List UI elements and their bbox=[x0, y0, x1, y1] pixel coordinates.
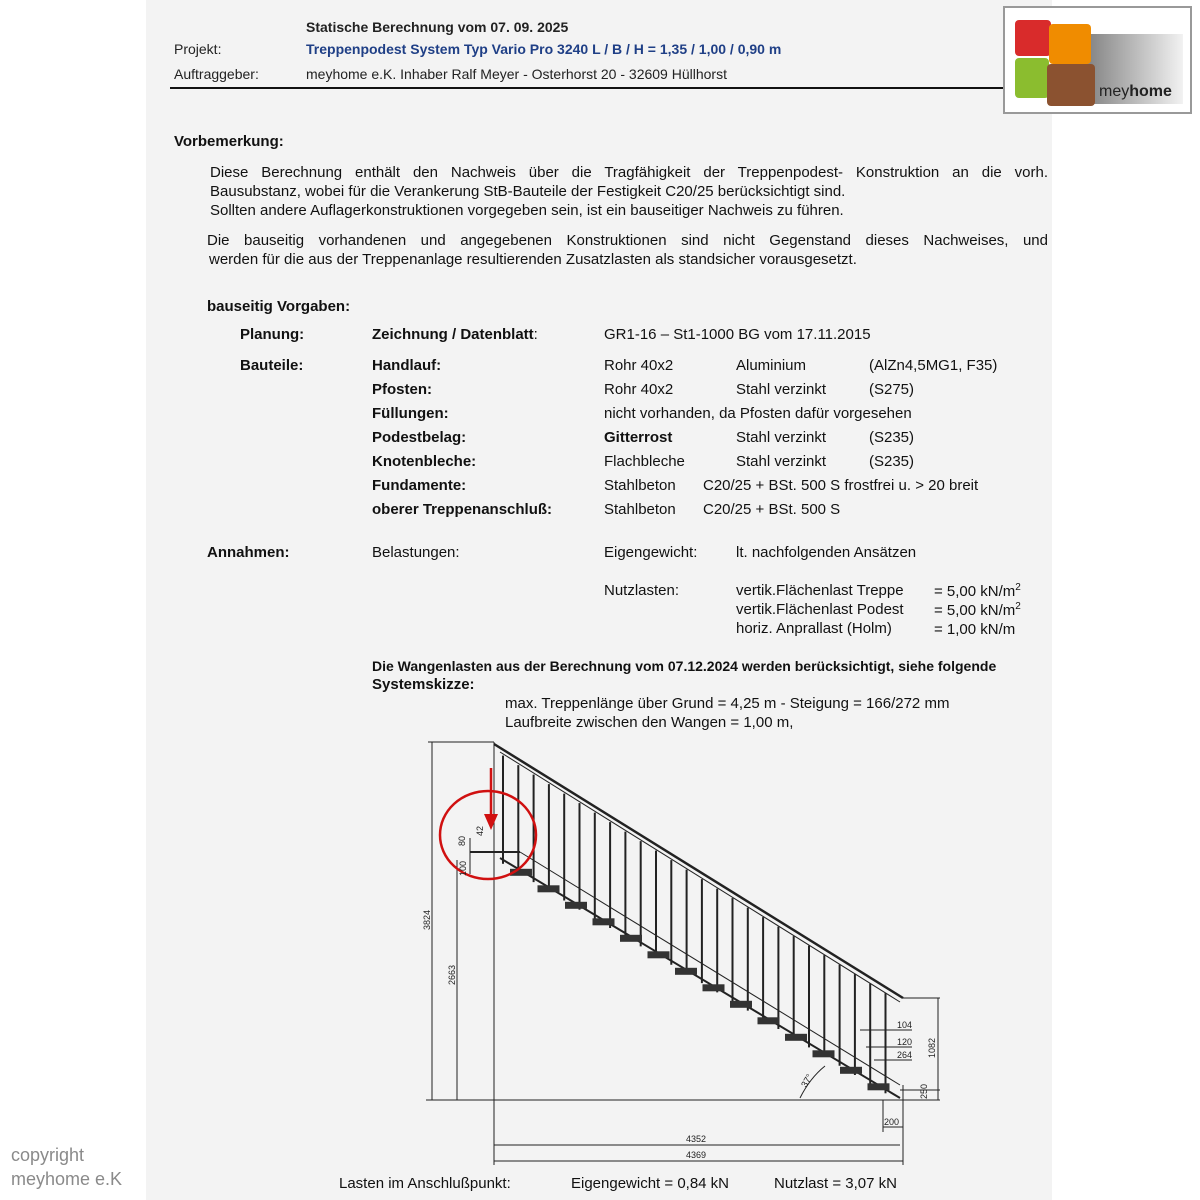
bauteil-material: Stahlbeton bbox=[604, 501, 676, 518]
eigengewicht-value: lt. nachfolgenden Ansätzen bbox=[736, 544, 917, 561]
client-label: Auftraggeber: bbox=[174, 66, 259, 82]
system-heading: Systemskizze: bbox=[372, 676, 475, 693]
stair-treads bbox=[510, 869, 890, 1091]
lasten-nutzlast: Nutzlast = 3,07 kN bbox=[774, 1175, 897, 1192]
stair-tread bbox=[620, 935, 642, 942]
nutzlast-name: horiz. Anprallast (Holm) bbox=[736, 620, 892, 637]
dim-200: 200 bbox=[884, 1117, 900, 1127]
stair-tread bbox=[565, 902, 587, 909]
dim-upper-top: 80 bbox=[457, 835, 467, 846]
nutzlast-name: vertik.Flächenlast Treppe bbox=[736, 582, 904, 599]
nutzlast-value: = 5,00 $kN/m^2$ bbox=[934, 582, 1021, 600]
paragraph-line: Diese Berechnung enthält den Nachweis über die Tragfähigkeit der Treppenpodest- Konstruktion an die vorh. bbox=[210, 164, 1048, 181]
report-title: Statische Berechnung vom 07. 09. 2025 bbox=[306, 19, 569, 35]
project-label: Projekt: bbox=[174, 41, 222, 57]
bauteil-quality: Stahl verzinkt bbox=[736, 429, 827, 446]
stair-tread bbox=[593, 918, 615, 925]
bauteil-key: Pfosten: bbox=[372, 381, 432, 398]
bauteil-material: Stahlbeton bbox=[604, 477, 676, 494]
bauteil-quality: Stahl verzinkt bbox=[736, 381, 827, 398]
dim-upper-mid: 42 bbox=[475, 825, 485, 836]
lasten-eigengewicht: Eigengewicht = 0,84 kN bbox=[571, 1175, 730, 1192]
bauteile-label: Bauteile: bbox=[240, 357, 304, 374]
bauteil-key: Podestbelag: bbox=[372, 429, 467, 446]
nutzlasten-label: Nutzlasten: bbox=[604, 582, 680, 599]
planung-value: GR1-16 – St1-1000 BG vom 17.11.2015 bbox=[604, 326, 871, 343]
system-line-1: max. Treppenlänge über Grund = 4,25 m - Steigung = 166/272 mm bbox=[505, 695, 950, 712]
nutzlast-value: = 1,00 kN/m bbox=[934, 621, 1016, 638]
dim-250: 250 bbox=[919, 1083, 929, 1099]
dim-upper-bot: 100 bbox=[458, 860, 468, 876]
logo-text: meyhome bbox=[1099, 83, 1172, 100]
stair-tread bbox=[868, 1083, 890, 1090]
bauteil-grade: (AlZn4,5MG1, F35) bbox=[869, 357, 998, 374]
bauteil-material: Rohr 40x2 bbox=[604, 381, 674, 398]
stair-tread bbox=[785, 1034, 807, 1041]
dim-1082: 1082 bbox=[927, 1037, 937, 1058]
highlight-circle bbox=[440, 791, 536, 879]
bauteil-material: Rohr 40x2 bbox=[604, 357, 674, 374]
dim-4352: 4352 bbox=[686, 1134, 707, 1144]
bauteil-quality: Stahl verzinkt bbox=[736, 453, 827, 470]
arrow-head bbox=[484, 814, 498, 830]
angle-label: 37° bbox=[799, 1072, 815, 1089]
client-value: meyhome e.K. Inhaber Ralf Meyer - Osterhorst 20 - 32609 Hüllhorst bbox=[306, 66, 727, 82]
copyright-line-2: meyhome e.K bbox=[11, 1169, 123, 1189]
bauteil-quality: Aluminium bbox=[736, 357, 807, 374]
bauteil-quality: C20/25 + BSt. 500 S bbox=[703, 501, 841, 518]
bauteil-material: Gitterrost bbox=[604, 429, 673, 446]
bauteil-material: Flachbleche bbox=[604, 453, 685, 470]
system-line-2: Laufbreite zwischen den Wangen = 1,00 m, bbox=[505, 714, 794, 731]
dim-264: 264 bbox=[897, 1050, 913, 1060]
dim-4369: 4369 bbox=[686, 1150, 707, 1160]
stair-tread bbox=[758, 1017, 780, 1024]
vorbemerkung-heading: Vorbemerkung: bbox=[174, 133, 284, 150]
stair-tread bbox=[675, 968, 697, 975]
copyright-line-1: copyright bbox=[11, 1145, 85, 1165]
dim-120: 120 bbox=[897, 1037, 913, 1047]
stair-tread bbox=[813, 1050, 835, 1057]
stair-tread bbox=[538, 885, 560, 892]
stair-tread bbox=[703, 984, 725, 991]
bauteil-key: Handlauf: bbox=[372, 357, 442, 374]
dim-104: 104 bbox=[897, 1020, 913, 1030]
eigengewicht-label: Eigengewicht: bbox=[604, 544, 698, 561]
stair-tread bbox=[840, 1067, 862, 1074]
nutzlast-value: = 5,00 $kN/m^2$ bbox=[934, 601, 1021, 619]
system-note: Die Wangenlasten aus der Berechnung vom 07.12.2024 werden berücksichtigt, siehe folgende bbox=[372, 658, 997, 674]
bauteil-material: nicht vorhanden, da Pfosten dafür vorgesehen bbox=[604, 405, 912, 422]
planung-key: Zeichnung / Datenblatt: bbox=[372, 326, 538, 343]
bauteil-quality: C20/25 + BSt. 500 S frostfrei u. > 20 breit bbox=[703, 477, 979, 494]
paragraph-line: Die bauseitig vorhandenen und angegebenen Konstruktionen sind nicht Gegenstand dieses Nachweises, und bbox=[207, 232, 1048, 249]
project-value: Treppenpodest System Typ Vario Pro 3240 L / B / H = 1,35 / 1,00 / 0,90 m bbox=[306, 41, 782, 57]
bauteil-grade: (S235) bbox=[869, 429, 915, 446]
bauteil-grade: (S235) bbox=[869, 453, 915, 470]
railing-posts bbox=[503, 756, 886, 1094]
paragraph-line: Bausubstanz, wobei für die Verankerung StB-Bauteile der Festigkeit C20/25 berücksichtigt sind. bbox=[210, 183, 846, 200]
dim-total-height: 3824 bbox=[422, 909, 432, 930]
bauteil-key: Knotenbleche: bbox=[372, 453, 477, 470]
paragraph-line: werden für die aus der Treppenanlage resultierenden Zusatzlasten als standsicher vorausgesetzt. bbox=[209, 251, 857, 268]
bauteil-grade: (S275) bbox=[869, 381, 915, 398]
paragraph-line: Sollten andere Auflagerkonstruktionen vorgegeben sein, ist ein bauseitiger Nachweis zu führen. bbox=[210, 202, 844, 219]
annahmen-label: Annahmen: bbox=[207, 544, 290, 561]
stair-tread bbox=[730, 1001, 752, 1008]
bauteil-key: Fundamente: bbox=[372, 477, 467, 494]
bauteil-key: oberer Treppenanschluß: bbox=[372, 501, 553, 518]
nutzlast-name: vertik.Flächenlast Podest bbox=[736, 601, 904, 618]
vorgaben-heading: bauseitig Vorgaben: bbox=[207, 298, 351, 315]
belastungen-label: Belastungen: bbox=[372, 544, 460, 561]
planung-label: Planung: bbox=[240, 326, 305, 343]
bauteil-key: Füllungen: bbox=[372, 405, 449, 422]
lasten-label: Lasten im Anschlußpunkt: bbox=[339, 1175, 511, 1192]
dim-lower-height: 2663 bbox=[447, 964, 457, 985]
stair-tread bbox=[648, 951, 670, 958]
